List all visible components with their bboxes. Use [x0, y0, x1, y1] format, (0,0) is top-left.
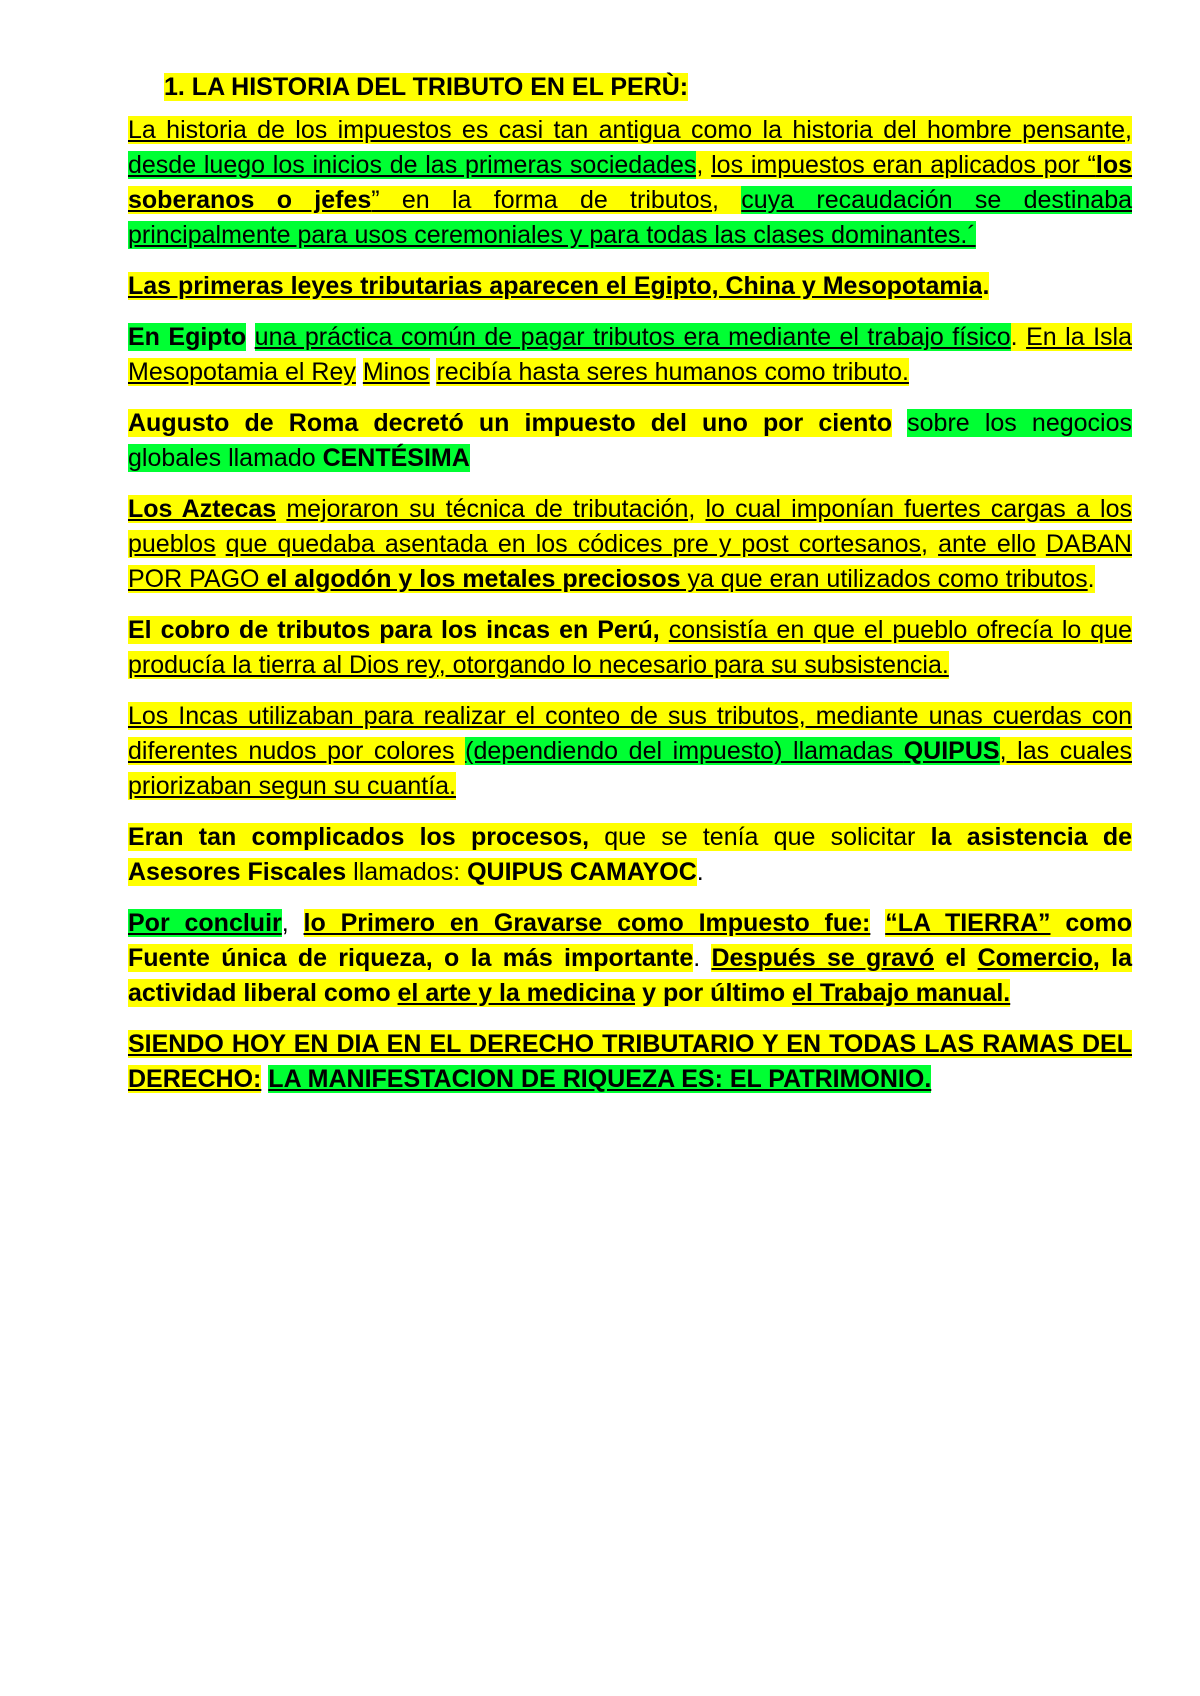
text-run: .: [1010, 323, 1027, 351]
text-run: sobre los negocios globales llamado: [128, 409, 1132, 472]
text-run: ,: [281, 909, 304, 937]
text-run: Los Incas utilizaban para realizar el conteo de sus tributos, mediante unas cuerdas con diferentes nudos por colores: [128, 702, 1132, 765]
text-run: [246, 323, 254, 351]
text-run: Comercio: [977, 944, 1093, 972]
text-run: [660, 616, 669, 644]
text-run: , la actividad liberal como: [128, 944, 1132, 1007]
text-run: CENTÉSIMA: [322, 444, 470, 472]
text-run: Las primeras leyes tributarias aparecen el Egipto, China y Mesopotamia: [128, 272, 983, 300]
text-run: Augusto de Roma decretó un impuesto del uno por ciento: [128, 409, 893, 437]
text-run: ,: [1125, 116, 1132, 144]
text-run: el: [934, 944, 978, 972]
text-run: Después se gravó: [711, 944, 935, 972]
paragraph-3: [128, 320, 1132, 390]
text-run: cuya recaudación se destinaba principalmente para usos ceremoniales y para todas las clases dominantes.´: [128, 186, 1132, 249]
text-run: el algodón y los metales preciosos: [259, 565, 681, 593]
paragraph-8: [128, 820, 1132, 890]
paragraph-10: [128, 1027, 1132, 1097]
text-run: los impuestos eran aplicados por “: [711, 151, 1096, 179]
text-run: .: [693, 944, 712, 972]
text-run: ,: [921, 530, 939, 558]
text-run: QUIPUS: [903, 737, 1000, 765]
text-run: consistía en que el pueblo ofrecía lo que producía la tierra al Dios rey, otorgando lo necesario para su subsistencia.: [128, 616, 1132, 679]
text-run: ,: [999, 737, 1007, 765]
text-run: [276, 495, 286, 523]
text-run: .: [696, 858, 704, 886]
text-run: y por último: [635, 979, 793, 1007]
text-run: [455, 737, 466, 765]
text-run: El cobro de tributos para los incas en Perú,: [128, 616, 660, 644]
text-run: desde luego los inicios de las primeras sociedades: [128, 151, 697, 179]
text-run: ante ello: [938, 530, 1036, 558]
text-run: como Fuente única de riqueza, o la más importante: [128, 909, 1132, 972]
text-run: ” en la forma de tributos: [371, 186, 713, 214]
text-run: una práctica común de pagar tributos era mediante el trabajo físico: [254, 323, 1011, 351]
text-run: lo cual imponían fuertes cargas a los pueblos: [128, 495, 1132, 558]
text-run: “LA TIERRA”: [885, 909, 1051, 937]
paragraph-4: [128, 406, 1132, 476]
document-body: [128, 113, 1132, 1097]
text-run: el Trabajo manual.: [792, 979, 1011, 1007]
paragraph-9: [128, 906, 1132, 1011]
text-run: [892, 409, 907, 437]
text-run: ,: [712, 186, 742, 214]
text-run: .: [982, 272, 990, 300]
text-run: En la Isla Mesopotamia el Rey: [128, 323, 1132, 386]
paragraph-5: [128, 492, 1132, 597]
text-run: Los Aztecas: [128, 495, 277, 523]
text-run: la asistencia de Asesores Fiscales: [128, 823, 1133, 886]
paragraph-7: [128, 699, 1132, 804]
document-page: [128, 70, 1132, 1113]
text-run: lo Primero en Gravarse como Impuesto fue:: [303, 909, 871, 937]
text-run: .: [1087, 565, 1095, 593]
text-run: el arte y la medicina: [397, 979, 636, 1007]
paragraph-1: [128, 113, 1132, 253]
text-run: SIENDO HOY EN DIA EN EL DERECHO TRIBUTARIO Y EN TODAS LAS RAMAS DEL DERECHO:: [128, 1030, 1132, 1093]
text-run: que quedaba asentada en los códices pre y post cortesanos: [225, 530, 922, 558]
text-run: Minos: [362, 358, 430, 386]
text-run: que se tenía que solicitar: [589, 823, 931, 851]
text-run: recibía hasta seres humanos como tributo.: [436, 358, 909, 386]
text-run: [1036, 530, 1046, 558]
text-run: (dependiendo del impuesto) llamadas: [465, 737, 904, 765]
text-run: las cuales priorizaban segun su cuantía.: [128, 737, 1132, 800]
text-run: DABAN POR PAGO: [128, 530, 1132, 593]
text-run: ,: [696, 151, 712, 179]
text-run: La historia de los impuestos es casi tan antigua como la historia del hombre pensante: [128, 116, 1126, 144]
text-run: LA MANIFESTACION DE RIQUEZA ES: EL PATRIMONIO.: [268, 1065, 932, 1093]
text-run: mejoraron su técnica de tributación: [286, 495, 689, 523]
text-run: Eran tan complicados los procesos,: [128, 823, 590, 851]
paragraph-2: [128, 269, 1132, 304]
text-run: llamados:: [346, 858, 468, 886]
text-run: QUIPUS CAMAYOC: [467, 858, 697, 886]
paragraph-6: [128, 613, 1132, 683]
text-run: En Egipto: [128, 323, 247, 351]
text-run: ,: [688, 495, 706, 523]
text-run: [356, 358, 363, 386]
section-title: [164, 70, 1132, 105]
text-run: [216, 530, 226, 558]
text-run: [870, 909, 885, 937]
text-run: Por concluir: [128, 909, 282, 937]
text-run: los soberanos o jefes: [128, 151, 1132, 214]
text-run: ya que eran utilizados como tributos: [680, 565, 1088, 593]
section-title-text: 1. LA HISTORIA DEL TRIBUTO EN EL PERÙ:: [164, 73, 689, 101]
